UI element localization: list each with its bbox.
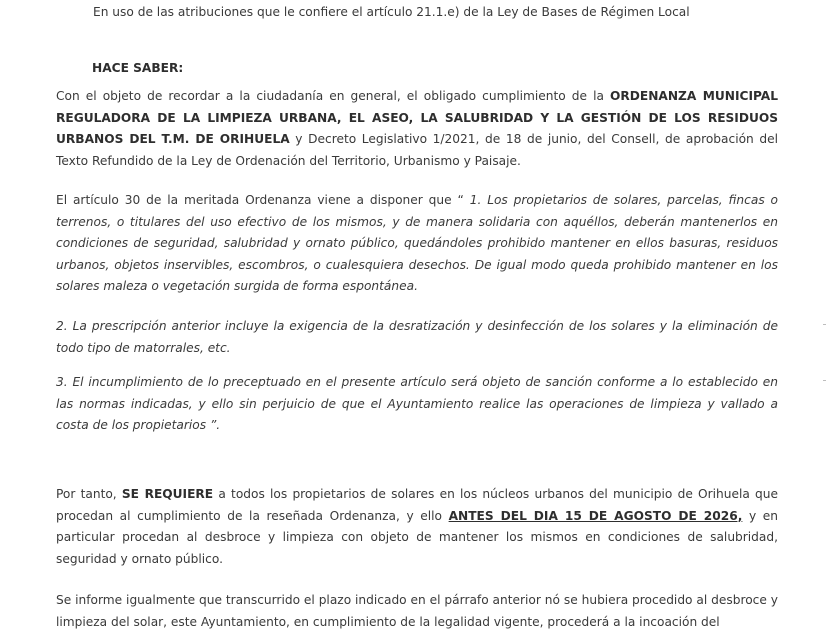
paragraph-item-3: 3. El incumplimiento de lo preceptuado en el presente artículo será objeto de sanción conforme a lo establecido en las normas indicadas, y ello sin perjuicio de que el Ayuntamiento realice las operaciones de limpieza y vallado a costa de los propietarios ”.: [56, 375, 778, 432]
requirement-part2: a todos los propietarios de solares en los núcleos urbanos del municipio de Orihuela que procedan al cumplimiento de la reseñada Ordenanza, y ello: [56, 487, 778, 523]
paragraph-ordinance-part2: y Decreto Legislativo 1/2021, de 18 de junio, del Consell, de aprobación del Texto Refundido de la Ley de Ordenación del Territorio, Urbanismo y Paisaje.: [56, 132, 779, 168]
paragraph-notice: Se informe igualmente que transcurrido el plazo indicado en el párrafo anterior nó se hubiera procedido al desbroce y limpieza del solar, este Ayuntamiento, en cumplimiento de la legalidad vigente, procederá a la incoación del: [56, 593, 778, 629]
scan-speck: [823, 324, 826, 325]
ordinance-name: ORDENANZA MUNICIPAL REGULADORA DE LA LIMPIEZA URBANA, EL ASEO, LA SALUBRIDAD Y LA GESTIÓN DE LOS RESIDUOS URBANOS DEL T.M. DE ORIHUELA: [56, 89, 778, 146]
intro-text: En uso de las atribuciones que le confiere el artículo 21.1.e) de la Ley de Bases de Régimen Local: [93, 5, 690, 19]
paragraph-requirement: [56, 484, 778, 570]
requirement-part1: Por tanto,: [56, 487, 122, 501]
paragraph-item-2: 2. La prescripción anterior incluye la exigencia de la desratización y desinfección de los solares y la eliminación de todo tipo de matorrales, etc.: [56, 319, 778, 355]
paragraph-ordinance: [56, 86, 778, 172]
article-30-lead: El artículo 30 de la meritada Ordenanza viene a disponer que “: [56, 193, 470, 207]
paragraph-article-30: [56, 190, 778, 298]
requirement-part3: y en particular procedan al desbroce y limpieza con objeto de mantener los mismos en condiciones de salubridad, seguridad y ornato público.: [56, 508, 778, 566]
scan-speck: [823, 380, 826, 381]
heading-hace-saber: HACE SABER:: [92, 61, 184, 75]
paragraph-ordinance-part1: Con el objeto de recordar a la ciudadanía en general, el obligado cumplimiento de la: [56, 89, 611, 103]
se-requiere-text: SE REQUIERE: [121, 487, 214, 501]
deadline-text: ANTES DEL DIA 15 DE AGOSTO DE 2026,: [448, 508, 743, 523]
article-30-quote: 1. Los propietarios de solares, parcelas, fincas o terrenos, o titulares del uso efectivo de los mismos, y de manera solidaria con aquéllos, deberán mantenerlos en condiciones de seguridad, salubridad y ornato público, quedándoles prohibido mantener en ellos basuras, residuos urbanos, objetos inservibles, escombros, o cualesquiera desechos. De igual modo queda prohibido mantener en los solares maleza o vegetación surgida de forma espontánea.: [56, 193, 779, 293]
